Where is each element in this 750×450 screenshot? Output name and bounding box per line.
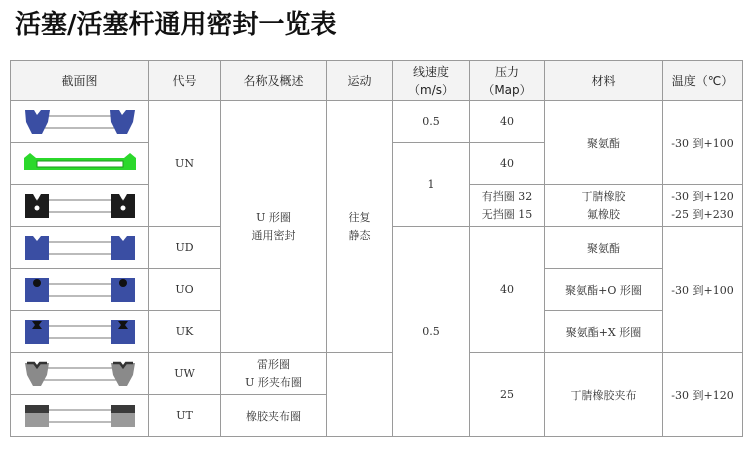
code-cell: UN [149, 101, 221, 227]
code-cell: UD [149, 227, 221, 269]
header-material: 材料 [545, 61, 663, 101]
temperature-cell [663, 185, 743, 227]
material-fkm: 氟橡胶 [587, 207, 620, 221]
green-u-seal-icon [21, 149, 139, 179]
header-speed-line2: （m/s） [408, 82, 454, 97]
material-cell: 聚氨酯 [545, 227, 663, 269]
section-cell [11, 395, 149, 437]
section-cell [11, 185, 149, 227]
section-cell [11, 269, 149, 311]
header-pressure [470, 61, 545, 101]
header-pressure-line1: 压力 [494, 64, 519, 79]
table-row [11, 101, 743, 143]
header-row [11, 61, 743, 101]
motion-line2: 静态 [348, 228, 371, 242]
material-cell: 丁腈橡胶夹布 [545, 353, 663, 437]
gray-fabric-seal-icon [21, 401, 139, 431]
pressure-with-ring: 有挡圈 32 [481, 189, 533, 203]
pressure-cell [470, 185, 545, 227]
gray-fabric-u-seal-icon [21, 359, 139, 389]
code-cell: UK [149, 311, 221, 353]
uw-name-line2: U 形夹布圈 [245, 375, 302, 389]
blue-u-seal-icon [21, 233, 139, 263]
pressure-cell: 40 [470, 101, 545, 143]
code-cell: UT [149, 395, 221, 437]
material-cell: 聚氨酯+O 形圈 [545, 269, 663, 311]
name-cell: 橡胶夹布圈 [221, 395, 327, 437]
speed-cell: 0.5 [393, 227, 470, 437]
section-cell [11, 227, 149, 269]
header-section: 截面图 [11, 61, 149, 101]
temp-nbr: -30 到+120 [671, 189, 734, 203]
speed-cell: 0.5 [393, 101, 470, 143]
speed-cell: 1 [393, 143, 470, 227]
name-line1: U 形圈 [256, 210, 291, 224]
blue-o-ring-seal-icon [21, 275, 139, 305]
page-title: 活塞/活塞杆通用密封一览表 [15, 10, 337, 40]
header-name: 名称及概述 [221, 61, 327, 101]
header-temperature: 温度（℃） [663, 61, 743, 101]
section-cell [11, 101, 149, 143]
code-cell: UW [149, 353, 221, 395]
blue-x-ring-seal-icon [21, 317, 139, 347]
header-motion: 运动 [327, 61, 393, 101]
pressure-cell: 25 [470, 353, 545, 437]
name-line2: 通用密封 [251, 228, 296, 242]
uw-name-line1: 雷形圈 [257, 357, 290, 371]
pressure-cell: 40 [470, 143, 545, 185]
header-speed-line1: 线速度 [412, 64, 449, 79]
temp-fkm: -25 到+230 [671, 207, 734, 221]
temperature-cell: -30 到+100 [663, 227, 743, 353]
motion-cell [327, 353, 393, 437]
section-cell [11, 311, 149, 353]
material-nbr: 丁腈橡胶 [581, 189, 626, 203]
header-speed [393, 61, 470, 101]
material-cell: 聚氨酯 [545, 101, 663, 185]
header-code: 代号 [149, 61, 221, 101]
table-row [11, 353, 743, 395]
material-cell [545, 185, 663, 227]
motion-cell [327, 101, 393, 353]
name-cell [221, 101, 327, 353]
motion-line1: 往复 [348, 210, 371, 224]
temperature-cell: -30 到+100 [663, 101, 743, 185]
header-pressure-line2: （Map） [482, 82, 532, 97]
section-cell [11, 353, 149, 395]
blue-u-seal-icon [21, 107, 139, 137]
black-u-seal-icon [21, 191, 139, 221]
material-cell: 聚氨酯+X 形圈 [545, 311, 663, 353]
temperature-cell: -30 到+120 [663, 353, 743, 437]
pressure-cell: 40 [470, 227, 545, 353]
seal-table [10, 60, 743, 437]
code-cell: UO [149, 269, 221, 311]
section-cell [11, 143, 149, 185]
pressure-without-ring: 无挡圈 15 [481, 207, 533, 221]
name-cell [221, 353, 327, 395]
